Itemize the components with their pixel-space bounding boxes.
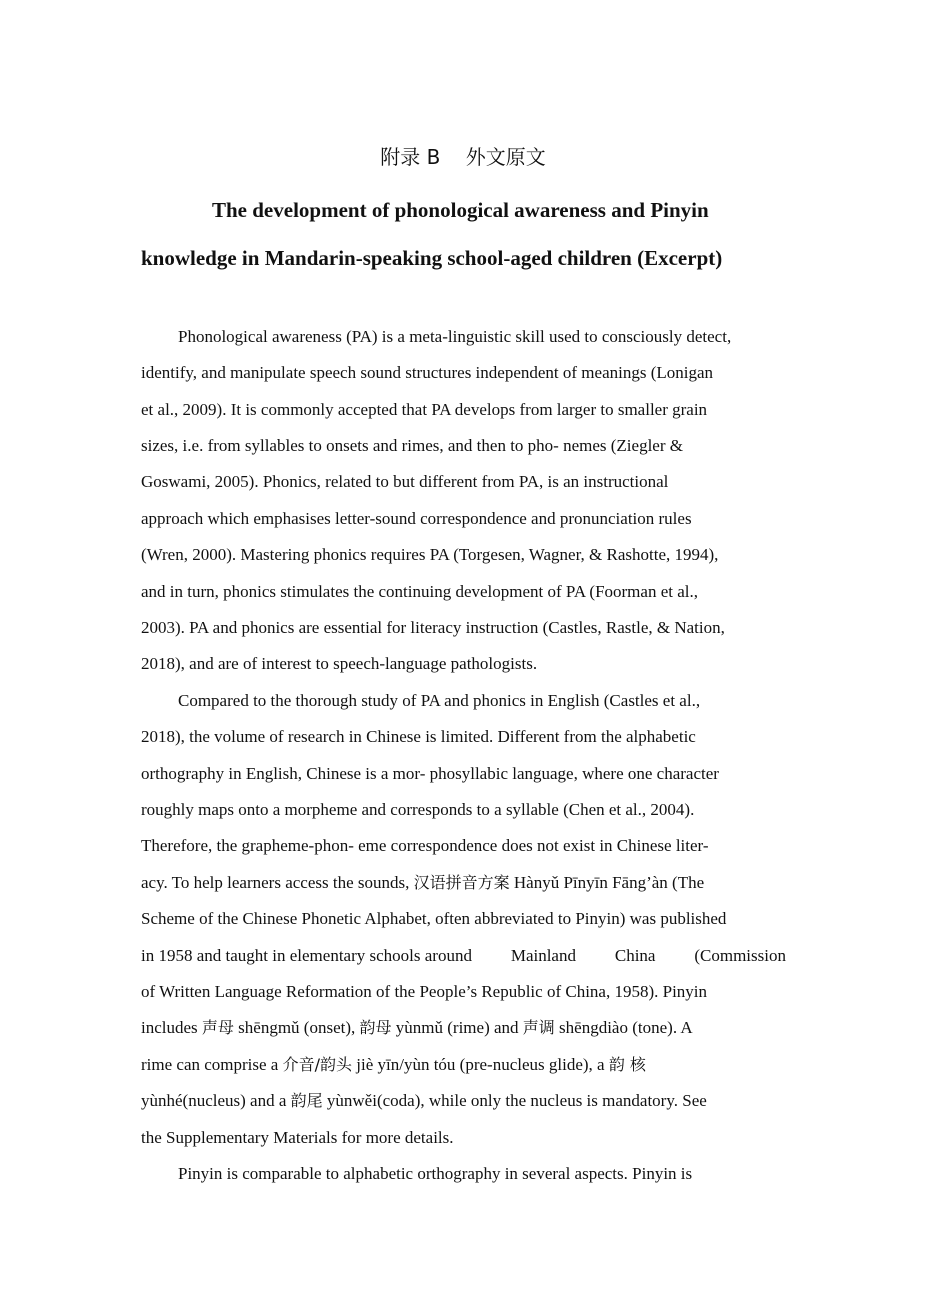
body-line: et al., 2009). It is commonly accepted that PA develops from larger to smaller grain <box>141 400 708 419</box>
body-text: China <box>614 946 656 965</box>
paper-title-line-1: The development of phonological awareness and Pinyin <box>212 198 709 222</box>
body-line: sizes, i.e. from syllables to onsets and rimes, and then to pho- nemes (Ziegler & <box>141 436 683 455</box>
body-text: jiè yīn/yùn tóu (pre-nucleus glide), a <box>352 1055 609 1074</box>
chinese-term: 韵尾 <box>290 1091 323 1110</box>
body-text: includes <box>141 1018 202 1037</box>
body-line <box>141 1089 707 1113</box>
body-text: Hànyǔ Pīnyīn Fāng’àn (The <box>509 873 705 892</box>
body-line: Scheme of the Chinese Phonetic Alphabet, often abbreviated to Pinyin) was published <box>141 909 727 928</box>
body-line <box>141 944 786 968</box>
body-line: roughly maps onto a morpheme and corresponds to a syllable (Chen et al., 2004). <box>141 800 695 819</box>
body-text: (Commission <box>694 946 786 965</box>
body-text: yùnwěi(coda), while only the nucleus is mandatory. See <box>322 1091 707 1110</box>
chinese-term: 声调 <box>522 1018 555 1037</box>
chinese-term: 介音/韵头 <box>282 1055 353 1074</box>
body-line: and in turn, phonics stimulates the continuing development of PA (Foorman et al., <box>141 582 698 601</box>
body-line: Compared to the thorough study of PA and phonics in English (Castles et al., <box>178 691 701 710</box>
body-line: 2018), the volume of research in Chinese is limited. Different from the alphabetic <box>141 727 696 746</box>
body-text: in 1958 and taught in elementary schools around <box>141 946 472 965</box>
chinese-term: 韵母 <box>359 1018 392 1037</box>
body-line <box>141 1053 646 1077</box>
chinese-term: 汉语拼音方案 <box>413 873 510 892</box>
body-text: yùnmǔ (rime) and <box>391 1018 523 1037</box>
body-line: Therefore, the grapheme-phon- eme correspondence does not exist in Chinese liter- <box>141 836 709 855</box>
body-line: approach which emphasises letter-sound correspondence and pronunciation rules <box>141 509 692 528</box>
body-text: rime can comprise a <box>141 1055 283 1074</box>
body-line: Phonological awareness (PA) is a meta-linguistic skill used to consciously detect, <box>178 327 732 346</box>
body-line <box>141 871 704 895</box>
body-text: yùnhé(nucleus) and a <box>141 1091 291 1110</box>
body-line: Goswami, 2005). Phonics, related to but different from PA, is an instructional <box>141 472 669 491</box>
body-line: identify, and manipulate speech sound structures independent of meanings (Lonigan <box>141 363 714 382</box>
body-text: Mainland <box>510 946 576 965</box>
body-line: the Supplementary Materials for more details. <box>141 1128 454 1147</box>
appendix-heading: 附录 B 外文原文 <box>380 145 546 169</box>
paper-title-line-2: knowledge in Mandarin-speaking school-aged children (Excerpt) <box>141 246 723 270</box>
body-text: shēngmǔ (onset), <box>233 1018 360 1037</box>
chinese-term: 韵 核 <box>608 1055 646 1074</box>
body-line: orthography in English, Chinese is a mor- phosyllabic language, where one character <box>141 764 719 783</box>
body-text: shēngdiào (tone). A <box>554 1018 693 1037</box>
body-line: 2018), and are of interest to speech-language pathologists. <box>141 654 538 673</box>
body-line: (Wren, 2000). Mastering phonics requires PA (Torgesen, Wagner, & Rashotte, 1994), <box>141 545 719 564</box>
body-line: 2003). PA and phonics are essential for literacy instruction (Castles, Rastle, & Nation, <box>141 618 725 637</box>
body-line <box>141 1016 693 1040</box>
body-line: of Written Language Reformation of the People’s Republic of China, 1958). Pinyin <box>141 982 708 1001</box>
body-line: Pinyin is comparable to alphabetic orthography in several aspects. Pinyin is <box>178 1164 693 1183</box>
body-text: acy. To help learners access the sounds, <box>141 873 414 892</box>
chinese-term: 声母 <box>201 1018 234 1037</box>
